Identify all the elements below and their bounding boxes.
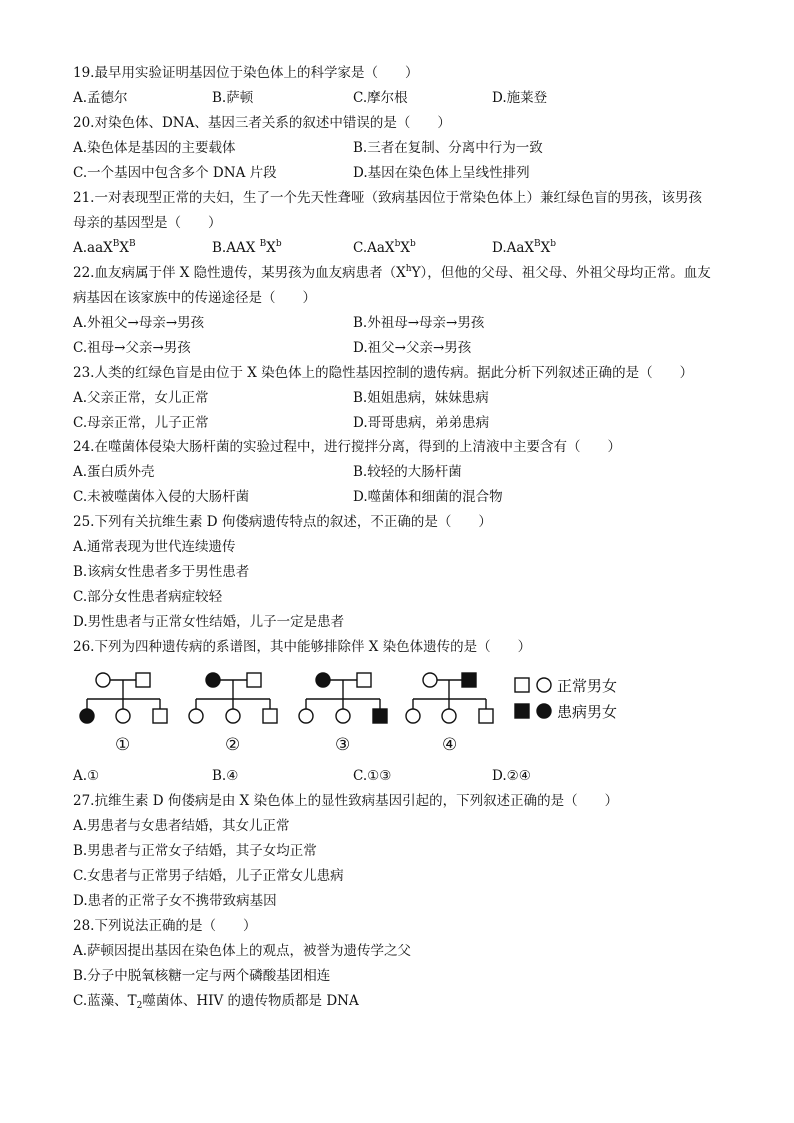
q27-option-a: A.男患者与女患者结婚，其女儿正常 bbox=[73, 818, 290, 834]
normal-female-symbol bbox=[442, 709, 456, 723]
affected-male-symbol bbox=[373, 709, 387, 723]
q27-option-d: D.患者的正常子女不携带致病基因 bbox=[73, 893, 277, 909]
q24-option-d: D.噬菌体和细菌的混合物 bbox=[353, 489, 503, 505]
q22-option-d: D.祖父→父亲→男孩 bbox=[353, 340, 472, 356]
q25-option-c: C.部分女性患者病症较轻 bbox=[73, 589, 223, 605]
normal-female-symbol bbox=[406, 709, 420, 723]
q20-option-a: A.染色体是基因的主要载体 bbox=[73, 140, 236, 156]
q22-option-a: A.外祖父→母亲→男孩 bbox=[73, 315, 205, 331]
q20-option-c: C.一个基因中包含多个 DNA 片段 bbox=[73, 165, 277, 181]
pedigree-figure bbox=[70, 664, 690, 760]
q25-option-d: D.男性患者与正常女性结婚，儿子一定是患者 bbox=[73, 614, 345, 630]
legend-affected-female-icon bbox=[537, 704, 551, 718]
q28-stem: 28.下列说法正确的是（ ） bbox=[73, 918, 257, 934]
q22-option-c: C.祖母→父亲→男孩 bbox=[73, 340, 191, 356]
q27-option-c: C.女患者与正常男子结婚，儿子正常女儿患病 bbox=[73, 868, 344, 884]
q20-stem: 20.对染色体、DNA、基因三者关系的叙述中错误的是（ ） bbox=[73, 115, 451, 131]
q26-option-b: B.④ bbox=[212, 768, 239, 784]
q24-option-c: C.未被噬菌体入侵的大肠杆菌 bbox=[73, 489, 250, 505]
q26-option-c: C.①③ bbox=[353, 768, 392, 784]
q21-option-d: $D.AaX^BX^b$ bbox=[492, 239, 557, 256]
q19-stem: 19.最早用实验证明基因位于染色体上的科学家是（ ） bbox=[73, 65, 419, 81]
normal-male-symbol bbox=[263, 709, 277, 723]
affected-female-symbol bbox=[206, 673, 220, 687]
normal-male-symbol bbox=[357, 673, 371, 687]
normal-male-symbol bbox=[153, 709, 167, 723]
pedigree-1 bbox=[80, 673, 167, 723]
q19-option-d: D.施莱登 bbox=[492, 90, 548, 106]
q19-option-a: A.孟德尔 bbox=[73, 90, 128, 106]
q24-option-b: B.较轻的大肠杆菌 bbox=[353, 464, 462, 480]
q24-stem: 24.在噬菌体侵染大肠杆菌的实验过程中，进行搅拌分离，得到的上清液中主要含有（ ） bbox=[73, 439, 621, 455]
q20-option-b: B.三者在复制、分离中行为一致 bbox=[353, 140, 543, 156]
legend-normal-male-icon bbox=[515, 678, 529, 692]
normal-female-symbol bbox=[336, 709, 350, 723]
pedigree-3-label: ③ bbox=[335, 735, 351, 755]
q27-option-b: B.男患者与正常女子结婚，其子女均正常 bbox=[73, 843, 317, 859]
normal-male-symbol bbox=[136, 673, 150, 687]
q20-option-d: D.基因在染色体上呈线性排列 bbox=[353, 165, 530, 181]
q24-option-a: A.蛋白质外壳 bbox=[73, 464, 155, 480]
q26-option-a: A.① bbox=[73, 768, 100, 784]
legend-normal-label: 正常男女 bbox=[557, 677, 618, 695]
pedigree-4 bbox=[406, 673, 493, 723]
q23-option-d: D.哥哥患病，弟弟患病 bbox=[353, 415, 490, 431]
pedigree-2 bbox=[189, 673, 277, 723]
q21-option-a: $A.aaX^BX^B$ bbox=[73, 239, 136, 256]
q28-option-c: C.蓝藻、$T_2$噬菌体、HIV 的遗传物质都是 DNA bbox=[73, 993, 359, 1011]
q25-option-a: A.通常表现为世代连续遗传 bbox=[73, 539, 236, 555]
normal-female-symbol bbox=[226, 709, 240, 723]
pedigree-2-label: ② bbox=[225, 735, 241, 755]
pedigree-1-label: ① bbox=[115, 735, 131, 755]
normal-female-symbol bbox=[116, 709, 130, 723]
q23-stem: 23.人类的红绿色盲是由位于 X 染色体上的隐性基因控制的遗传病。据此分析下列叙述正确的是（ ） bbox=[73, 365, 694, 381]
normal-female-symbol bbox=[299, 709, 313, 723]
q21-option-c: $C.AaX^bX^b$ bbox=[353, 239, 416, 256]
q25-stem: 25.下列有关抗维生素 D 佝偻病遗传特点的叙述，不正确的是（ ） bbox=[73, 514, 492, 530]
q25-option-b: B.该病女性患者多于男性患者 bbox=[73, 564, 250, 580]
affected-female-symbol bbox=[80, 709, 94, 723]
q27-stem: 27.抗维生素 D 佝偻病是由 X 染色体上的显性致病基因引起的，下列叙述正确的是（ ） bbox=[73, 793, 619, 809]
q23-option-b: B.姐姐患病，妹妹患病 bbox=[353, 390, 489, 406]
q21-stem-line2: 母亲的基因型是（ ） bbox=[73, 215, 222, 231]
normal-female-symbol bbox=[189, 709, 203, 723]
normal-male-symbol bbox=[247, 673, 261, 687]
pedigree-3 bbox=[299, 673, 387, 723]
normal-female-symbol bbox=[423, 673, 437, 687]
normal-male-symbol bbox=[479, 709, 493, 723]
legend-affected-male-icon bbox=[515, 704, 529, 718]
pedigree-4-label: ④ bbox=[442, 735, 458, 755]
q28-option-a: A.萨顿因提出基因在染色体上的观点，被誉为遗传学之父 bbox=[73, 943, 412, 959]
affected-male-symbol bbox=[462, 673, 476, 687]
q22-option-b: B.外祖母→母亲→男孩 bbox=[353, 315, 485, 331]
q23-option-c: C.母亲正常，儿子正常 bbox=[73, 415, 209, 431]
normal-female-symbol bbox=[96, 673, 110, 687]
q26-stem: 26.下列为四种遗传病的系谱图，其中能够排除伴 X 染色体遗传的是（ ） bbox=[73, 639, 532, 655]
q21-option-b: B.AAX $^BX^b$ bbox=[212, 239, 282, 256]
q23-option-a: A.父亲正常，女儿正常 bbox=[73, 390, 209, 406]
legend-normal-female-icon bbox=[537, 678, 551, 692]
affected-female-symbol bbox=[316, 673, 330, 687]
q19-option-c: C.摩尔根 bbox=[353, 90, 408, 106]
pedigree-legend bbox=[515, 678, 551, 718]
q21-stem-line1: 21.一对表现型正常的夫妇，生了一个先天性聋哑（致病基因位于常染色体上）兼红绿色盲的男孩，该男孩 bbox=[73, 190, 702, 206]
q22-stem-line1: 22.血友病属于伴 X 隐性遗传，某男孩为血友病患者$(X^hY)$，但他的父母、祖父母、外祖父母均正常。血友 bbox=[73, 264, 711, 281]
q22-stem-line2: 病基因在该家族中的传递途径是（ ） bbox=[73, 290, 316, 306]
legend-affected-label: 患病男女 bbox=[557, 703, 618, 721]
q19-option-b: B.萨顿 bbox=[212, 90, 254, 106]
q26-option-d: D.②④ bbox=[492, 768, 531, 784]
q28-option-b: B.分子中脱氧核糖一定与两个磷酸基团相连 bbox=[73, 968, 331, 984]
